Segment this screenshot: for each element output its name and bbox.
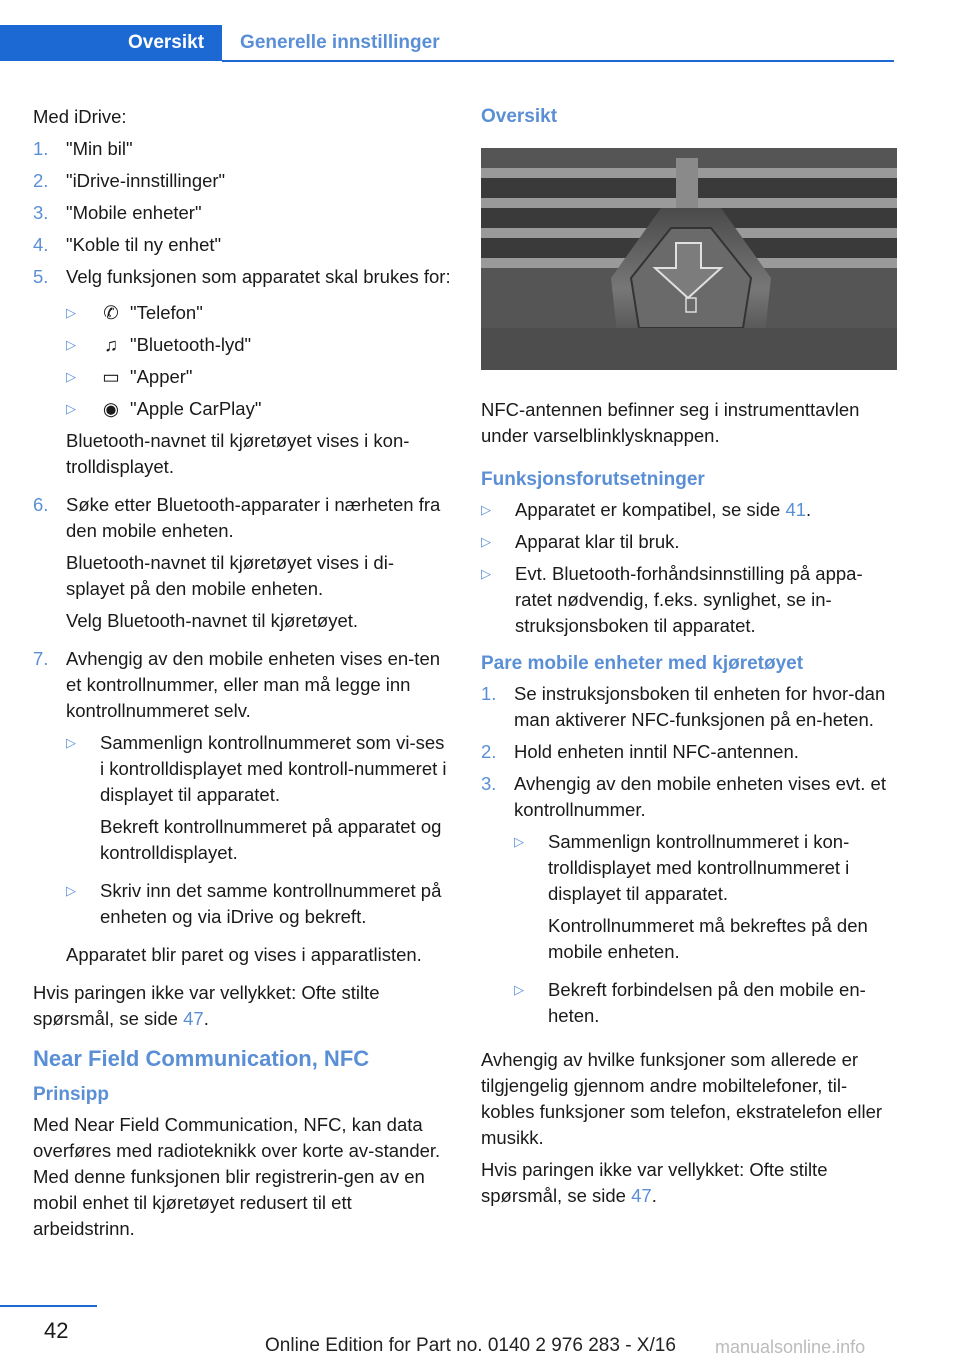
- tab-oversikt[interactable]: Oversikt: [0, 25, 222, 61]
- option-item: ▷ ▭ "Apper": [66, 364, 451, 390]
- list-item: 2. "iDrive-innstillinger": [33, 170, 226, 191]
- subsection-title: Oversikt: [481, 106, 558, 127]
- list-item: 3. "Mobile enheter": [33, 202, 202, 223]
- option-item: ▷ ♫ "Bluetooth-lyd": [66, 332, 451, 358]
- footer-rule: [0, 1305, 97, 1307]
- bullet-item: ▷ Evt. Bluetooth-forhåndsinnstilling på appa-ratet nødvendig, f.eks. synlighet, se in-struksjonsboken til apparatet.: [481, 563, 863, 636]
- right-column: [481, 104, 897, 1215]
- apps-icon: ▭: [102, 366, 120, 387]
- bullet-item: ▷ Apparatet er kompatibel, se side 41.: [481, 499, 812, 520]
- list-item: 6. Søke etter Bluetooth-apparater i nærheten fra den mobile enheten. Bluetooth-navnet til kjøretøyet vises i di-splayet på den mobile enheten. Velg Bluetooth-navnet til kjøretøyet.: [33, 492, 451, 640]
- page-link[interactable]: 47: [183, 1008, 204, 1029]
- fail-note: Hvis paringen ikke var vellykket: Ofte stilte spørsmål, se side 47.: [481, 1159, 828, 1206]
- bullet-item: ▷ Bekreft forbindelsen på den mobile en-heten.: [514, 979, 866, 1026]
- tab-generelle-innstillinger[interactable]: Generelle innstillinger: [240, 32, 440, 53]
- phone-icon: ✆: [103, 302, 119, 323]
- note-text: Velg Bluetooth-navnet til kjøretøyet.: [66, 610, 359, 631]
- principle-text: Med Near Field Communication, NFC, kan data overføres med radioteknikk over korte av-stander. Med denne funksjonen blir registrerin-gen av en mobil enhet til kjøretøyet redusert til ett arbeidstrinn.: [33, 1114, 441, 1239]
- intro-text: Med iDrive:: [33, 106, 127, 127]
- note-text: Apparatet blir paret og vises i apparatlisten.: [66, 944, 422, 965]
- list-item: 1. Se instruksjonsboken til enheten for hvor-dan man aktiverer NFC-funksjonen på en-heten.: [481, 683, 886, 730]
- subsection-title: Funksjonsforutsetninger: [481, 469, 705, 490]
- carplay-icon: ◉: [102, 398, 120, 419]
- header-rule: [222, 60, 894, 62]
- list-item: 5. Velg funksjonen som apparatet skal brukes for: ▷ ✆ "Telefon" ▷ ♫ "Bluetooth-lyd" ▷ ▭ "Apper" ▷ ◉ "Apple CarPlay" Bluetooth-navnet til kjøretøyet vises i kon-trolldisplayet.: [33, 264, 451, 486]
- photo-caption: NFC-antennen befinner seg i instrumenttavlen under varselblinklysknappen.: [481, 399, 860, 446]
- watermark: manualsonline.info: [715, 1337, 866, 1357]
- edition-text: Online Edition for Part no. 0140 2 976 283 - X/16: [265, 1335, 676, 1356]
- bullet-item: ▷ Sammenlign kontrollnummeret som vi-ses i kontrolldisplayet med kontroll-nummeret i displayet til apparatet. Bekreft kontrollnummeret på apparatet og kontrolldisplayet.: [66, 732, 447, 863]
- fail-note: Hvis paringen ikke var vellykket: Ofte stilte spørsmål, se side 47.: [33, 982, 380, 1029]
- section-title: Near Field Communication, NFC: [33, 1046, 370, 1071]
- list-item: 2. Hold enheten inntil NFC-antennen.: [481, 741, 799, 762]
- note-text: Bluetooth-navnet til kjøretøyet vises i di-splayet på den mobile enheten.: [66, 552, 394, 599]
- list-item: 1. "Min bil": [33, 138, 133, 159]
- list-item: 4. "Koble til ny enhet": [33, 234, 222, 255]
- option-item: ▷ ◉ "Apple CarPlay": [66, 396, 451, 422]
- page-link[interactable]: 47: [631, 1185, 652, 1206]
- page-number: 42: [44, 1318, 69, 1343]
- note-text: Bluetooth-navnet til kjøretøyet vises i kon-trolldisplayet.: [66, 430, 410, 477]
- option-item: ▷ ✆ "Telefon": [66, 300, 451, 326]
- header-tabs: [0, 25, 458, 61]
- bullet-item: ▷ Skriv inn det samme kontrollnummeret på enheten og via iDrive og bekreft.: [66, 880, 442, 927]
- subsection-title: Pare mobile enheter med kjøretøyet: [481, 653, 804, 674]
- availability-text: Avhengig av hvilke funksjoner som allerede er tilgjengelig gjennom andre mobiltelefoner, til-kobles funksjoner som telefon, ekstratelefon eller musikk.: [481, 1049, 883, 1148]
- music-note-icon: ♫: [104, 334, 118, 355]
- bullet-item: ▷ Apparat klar til bruk.: [481, 531, 680, 552]
- page-link[interactable]: 41: [785, 499, 807, 520]
- left-column: [33, 104, 451, 1248]
- subsection-title: Prinsipp: [33, 1084, 110, 1105]
- list-item: 3. Avhengig av den mobile enheten vises evt. et kontrollnummer. ▷ Sammenlign kontrollnummeret i kon-trolldisplayet med kontrollnummeret i displayet til apparatet. Kontrollnummeret må bekreftes på den mobile enheten. ▷ Bekreft forbindelsen på den mobile en-heten.: [481, 771, 897, 1041]
- nfc-antenna-photo: [481, 148, 897, 370]
- bullet-item: ▷ Sammenlign kontrollnummeret i kon-trolldisplayet med kontrollnummeret i displayet til apparatet. Kontrollnummeret må bekreftes på den mobile enheten.: [514, 831, 868, 962]
- list-item: 7. Avhengig av den mobile enheten vises en-ten et kontrollnummer, eller man må legge inn kontrollnummeret selv. ▷ Sammenlign kontrollnummeret som vi-ses i kontrolldisplayet med kontroll-nummeret i displayet til apparatet. Bekreft kontrollnummeret på apparatet og kontrolldisplayet. ▷ Skriv inn det samme kontrollnummeret på enheten og via iDrive og bekreft. Apparatet blir paret og vises i apparatlisten.: [33, 646, 451, 974]
